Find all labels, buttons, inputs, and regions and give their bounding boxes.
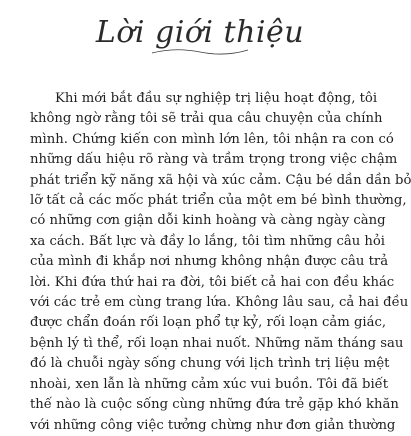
paragraph-line: lời. Khi đứa thứ hai ra đời, tôi biết cả hai con đều khác [30, 274, 395, 290]
paragraph-line: bệnh lý tì thể, rối loạn nhai nuốt. Những năm tháng sau [30, 335, 404, 351]
paragraph-line: được chẩn đoán rối loạn phổ tự kỷ, rối loạn cảm giác, [30, 315, 387, 331]
paragraph-line: xa cách. Bất lực và đầy lo lắng, tôi tìm những câu hỏi [30, 233, 386, 249]
introduction-paragraph [30, 89, 411, 436]
paragraph-line: phát triển kỹ năng xã hội và xúc cảm. Cậu bé dần dần bỏ [30, 172, 411, 188]
paragraph-line: mình. Chứng kiến con mình lớn lên, tôi nhận ra con có [30, 131, 394, 147]
paragraph-line: với các trẻ em cùng trang lứa. Không lâu sau, cả hai đều [30, 295, 409, 311]
title-flourish-ornament [150, 44, 250, 58]
paragraph-line: nhoài, xen lẫn là những cảm xúc vui buồn. Tôi đã biết [30, 376, 389, 392]
paragraph-line: đó là chuỗi ngày sống chung với lịch trình trị liệu mệt [30, 356, 390, 372]
paragraph-line: không ngờ rằng tôi sẽ trải qua câu chuyện của chính [30, 111, 383, 127]
paragraph-line: với những công việc tưởng chừng như đơn giản thường [30, 417, 396, 433]
paragraph-line: những dấu hiệu rõ ràng và trầm trọng trong việc chậm [30, 152, 398, 168]
paragraph-line: lỡ tất cả các mốc phát triển của một em bé bình thường, [30, 193, 407, 209]
page-title: Lời giới thiệu [95, 15, 305, 50]
paragraph-line: của mình đi khắp nơi nhưng không nhận được câu trả [30, 254, 389, 270]
paragraph-line: có những cơn giận dỗi kinh hoàng và càng ngày càng [30, 213, 386, 229]
paragraph-line: Khi mới bắt đầu sự nghiệp trị liệu hoạt động, tôi [55, 91, 378, 106]
paragraph-line: thế nào là cuộc sống cùng những đứa trẻ gặp khó khăn [30, 397, 399, 413]
